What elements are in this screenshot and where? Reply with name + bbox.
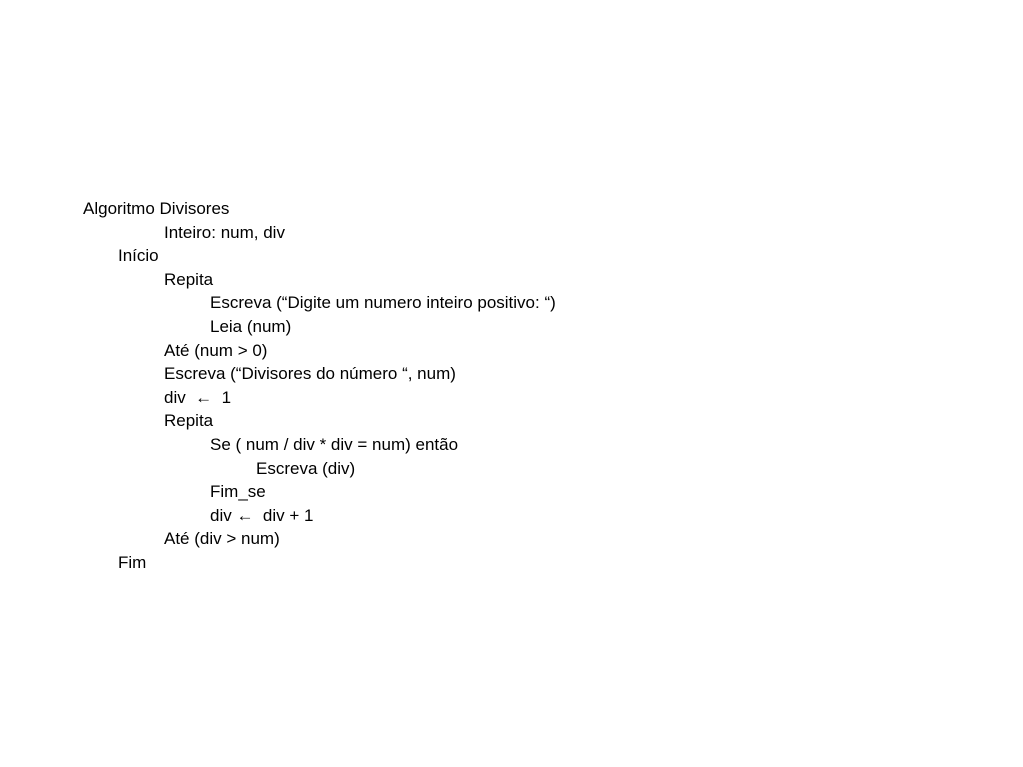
increment-line: div ← div + 1	[210, 505, 314, 525]
end-line: Fim	[118, 552, 147, 572]
repeat-line: Repita	[164, 269, 214, 289]
if-line: Se ( num / div * div = num) então	[210, 434, 459, 454]
assignment-line: div ← 1	[164, 387, 232, 407]
write-divisors-line: Escreva (“Divisores do número “, num)	[164, 364, 456, 384]
write-div-line: Escreva (div)	[256, 458, 356, 478]
until-line: Até (num > 0)	[164, 340, 268, 360]
algorithm-title-line: Algoritmo Divisores	[83, 199, 230, 218]
pseudocode-block	[83, 197, 556, 575]
repeat-line: Repita	[164, 411, 214, 431]
end-if-line: Fim_se	[210, 482, 266, 502]
write-prompt-line: Escreva (“Digite um numero inteiro positivo: “)	[210, 293, 556, 313]
until-line: Até (div > num)	[164, 529, 280, 549]
variable-declaration-line: Inteiro: num, div	[164, 222, 285, 242]
read-line: Leia (num)	[210, 316, 292, 336]
begin-line: Início	[118, 246, 159, 266]
